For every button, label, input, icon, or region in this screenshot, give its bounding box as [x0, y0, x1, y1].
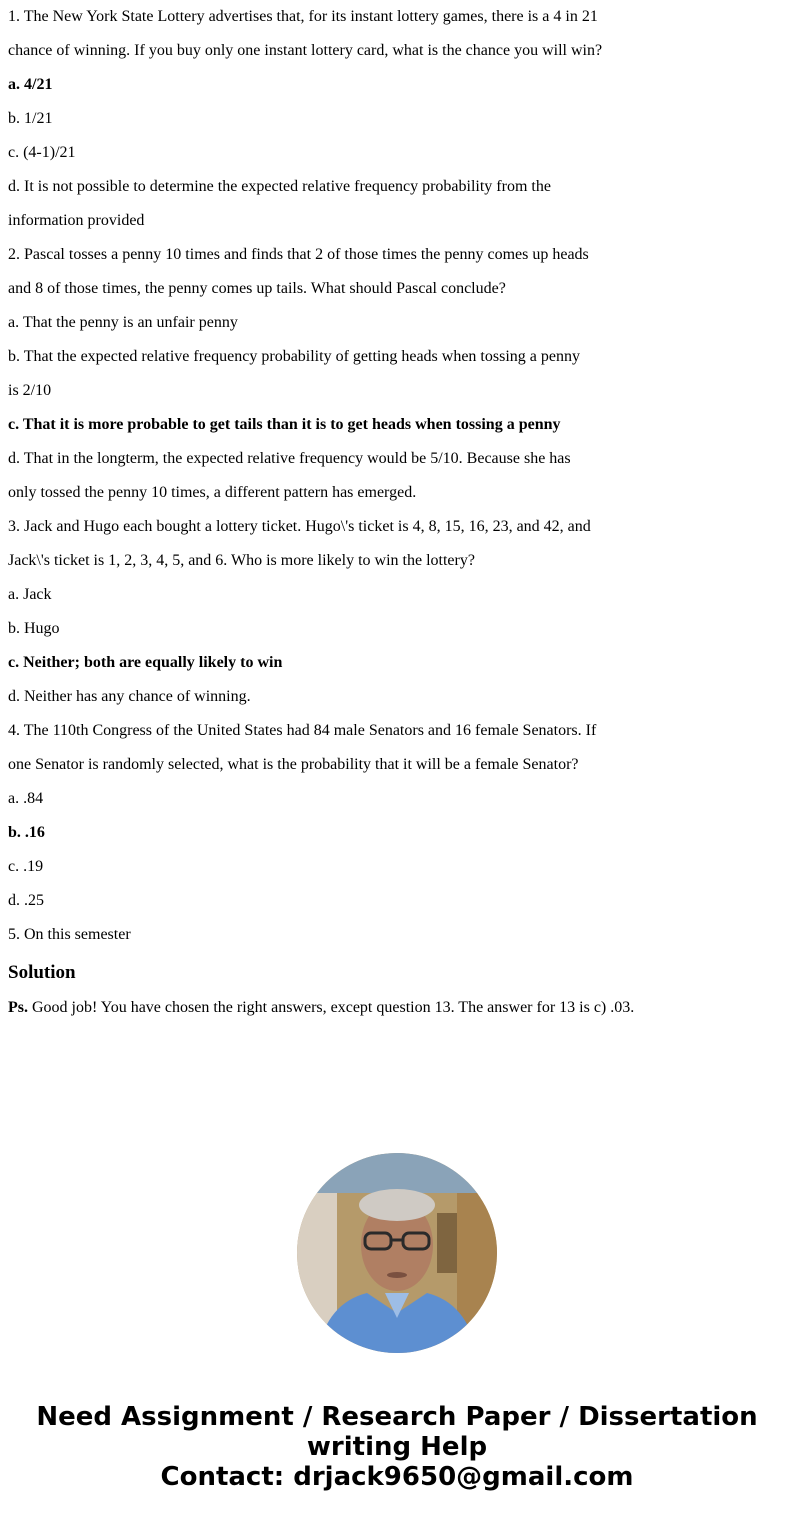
question-text: 4. The 110th Congress of the United States had 84 male Senators and 16 female Senators. If — [8, 722, 597, 739]
solution-note — [8, 998, 788, 1018]
document-body — [8, 0, 788, 1018]
answer-option-selected: c. That it is more probable to get tails than it is to get heads when tossing a penny — [8, 416, 561, 433]
question-text: Jack\'s ticket is 1, 2, 3, 4, 5, and 6. Who is more likely to win the lottery? — [8, 552, 475, 569]
answer-option: d. Neither has any chance of winning. — [8, 688, 251, 705]
answer-option: c. .19 — [8, 858, 44, 875]
answer-option: b. Hugo — [8, 620, 60, 637]
question-text: 3. Jack and Hugo each bought a lottery ticket. Hugo\'s ticket is 4, 8, 15, 16, 23, and 42, and — [8, 518, 591, 535]
question-text: 2. Pascal tosses a penny 10 times and finds that 2 of those times the penny comes up heads — [8, 246, 589, 263]
answer-option: is 2/10 — [8, 382, 52, 399]
question-text: 5. On this semester — [8, 926, 131, 943]
answer-option: d. It is not possible to determine the expected relative frequency probability from the — [8, 178, 551, 195]
question-text: 1. The New York State Lottery advertises that, for its instant lottery games, there is a 4 in 21 — [8, 8, 598, 25]
answer-option: d. That in the longterm, the expected relative frequency would be 5/10. Because she has — [8, 450, 571, 467]
question-block — [8, 510, 788, 714]
ps-label: Ps. — [8, 999, 28, 1016]
promo-line-1: Need Assignment / Research Paper / Dissertation — [36, 1402, 758, 1432]
answer-option-selected: b. .16 — [8, 824, 45, 841]
question-block — [8, 238, 788, 510]
answer-option: c. (4-1)/21 — [8, 144, 76, 161]
answer-option: information provided — [8, 212, 145, 229]
question-text: one Senator is randomly selected, what is the probability that it will be a female Senator? — [8, 756, 579, 773]
question-block — [8, 714, 788, 918]
answer-option: a. Jack — [8, 586, 52, 603]
promo-contact: Contact: drjack9650@gmail.com — [160, 1462, 634, 1492]
question-list — [8, 0, 788, 952]
question-block — [8, 918, 788, 952]
question-text: chance of winning. If you buy only one instant lottery card, what is the chance you will win? — [8, 42, 603, 59]
answer-option: b. That the expected relative frequency probability of getting heads when tossing a penny — [8, 348, 580, 365]
answer-option-selected: c. Neither; both are equally likely to win — [8, 654, 283, 671]
answer-option: a. That the penny is an unfair penny — [8, 314, 238, 331]
solution-heading: Solution — [8, 962, 76, 983]
answer-option-selected: a. 4/21 — [8, 76, 53, 93]
answer-option: only tossed the penny 10 times, a different pattern has emerged. — [8, 484, 417, 501]
author-avatar — [297, 1153, 497, 1353]
answer-option: a. .84 — [8, 790, 44, 807]
answer-option: d. .25 — [8, 892, 44, 909]
question-block — [8, 0, 788, 238]
ps-text: Good job! You have chosen the right answers, except question 13. The answer for 13 is c) .03. — [28, 999, 635, 1016]
promo-banner — [0, 1402, 794, 1492]
promo-line-2: writing Help — [306, 1432, 488, 1462]
question-text: and 8 of those times, the penny comes up tails. What should Pascal conclude? — [8, 280, 506, 297]
answer-option: b. 1/21 — [8, 110, 53, 127]
